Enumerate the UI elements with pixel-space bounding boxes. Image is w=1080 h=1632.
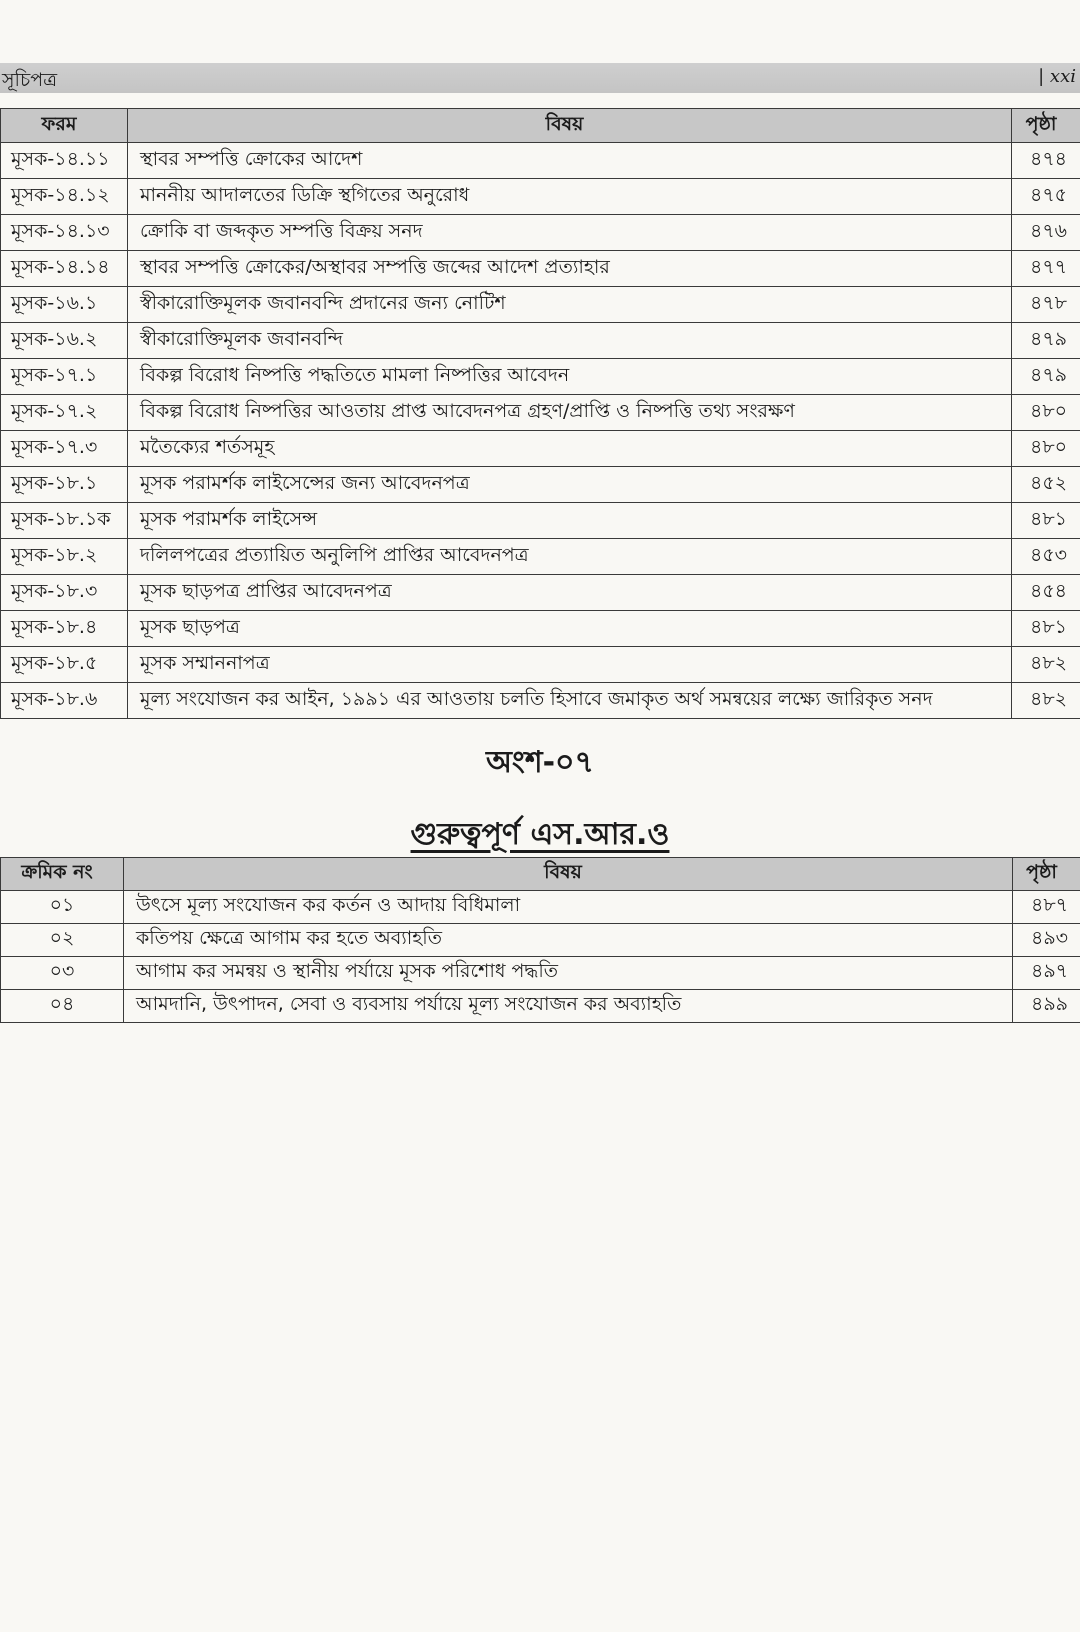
form-number-cell: মূসক-১৪.১২ <box>1 179 128 215</box>
page-cell: ৪৭৮ <box>1012 287 1080 323</box>
table-row <box>1 575 1080 611</box>
subject-cell: মতৈক্যের শর্তসমূহ <box>128 431 1012 467</box>
part-heading: অংশ-০৭ <box>485 745 595 780</box>
subject-cell: মাননীয় আদালতের ডিক্রি স্থগিতের অনুরোধ <box>128 179 1012 215</box>
form-number-cell: মূসক-১৮.১ <box>1 467 128 503</box>
page-cell: ৪৭৫ <box>1012 179 1080 215</box>
subject-cell: মূসক সম্মাননাপত্র <box>128 647 1012 683</box>
subject-cell: বিকল্প বিরোধ নিষ্পত্তির আওতায় প্রাপ্ত আবেদনপত্র গ্রহণ/প্রাপ্তি ও নিষ্পত্তি তথ্য সংরক্ষণ <box>128 395 1012 431</box>
table-row <box>1 924 1080 957</box>
table-row <box>1 395 1080 431</box>
subject-cell: দলিলপত্রের প্রত্যায়িত অনুলিপি প্রাপ্তির আবেদনপত্র <box>128 539 1012 575</box>
serial-cell: ০১ <box>1 891 124 924</box>
form-number-cell: মূসক-১৬.২ <box>1 323 128 359</box>
table-row <box>1 611 1080 647</box>
subject-cell: মূল্য সংযোজন কর আইন, ১৯৯১ এর আওতায় চলতি হিসাবে জমাকৃত অর্থ সমন্বয়ের লক্ষ্যে জারিকৃত সনদ <box>128 683 1012 719</box>
subject-cell: উৎসে মূল্য সংযোজন কর কর্তন ও আদায় বিধিমালা <box>124 891 1013 924</box>
page-cell: ৪৮১ <box>1012 611 1080 647</box>
table-row <box>1 683 1080 719</box>
subject-cell: স্থাবর সম্পত্তি ক্রোকের আদেশ <box>128 143 1012 179</box>
table-row <box>1 323 1080 359</box>
subject-cell: স্বীকারোক্তিমূলক জবানবন্দি <box>128 323 1012 359</box>
table-row <box>1 215 1080 251</box>
form-number-cell: মূসক-১৪.১৩ <box>1 215 128 251</box>
form-number-cell: মূসক-১৪.১৪ <box>1 251 128 287</box>
sro-heading <box>0 810 1080 861</box>
form-number-cell: মূসক-১৮.৬ <box>1 683 128 719</box>
page-cell: ৪৫৩ <box>1012 539 1080 575</box>
form-number-cell: মূসক-১৮.৩ <box>1 575 128 611</box>
page-cell: ৪৯৩ <box>1013 924 1080 957</box>
column-header-subject: বিষয় <box>124 858 1013 891</box>
page-cell: ৪৮২ <box>1012 647 1080 683</box>
form-number-cell: মূসক-১৪.১১ <box>1 143 128 179</box>
table-row <box>1 990 1080 1023</box>
table-row <box>1 647 1080 683</box>
table-row <box>1 503 1080 539</box>
column-header-form: ফরম <box>1 109 128 143</box>
column-header-serial: ক্রমিক নং <box>1 858 124 891</box>
column-header-subject: বিষয় <box>128 109 1012 143</box>
table-row <box>1 143 1080 179</box>
table-row <box>1 179 1080 215</box>
form-number-cell: মূসক-১৭.২ <box>1 395 128 431</box>
table-row <box>1 467 1080 503</box>
subject-cell: মূসক পরামর্শক লাইসেন্সের জন্য আবেদনপত্র <box>128 467 1012 503</box>
serial-cell: ০৪ <box>1 990 124 1023</box>
page-cell: ৪৮১ <box>1012 503 1080 539</box>
page-cell: ৪৭৬ <box>1012 215 1080 251</box>
form-number-cell: মূসক-১৮.৪ <box>1 611 128 647</box>
page-number: | xxi <box>1038 66 1076 87</box>
page-cell: ৪৮৭ <box>1013 891 1080 924</box>
serial-cell: ০৩ <box>1 957 124 990</box>
subject-cell: মূসক ছাড়পত্র <box>128 611 1012 647</box>
running-header-title: সূচিপত্র <box>2 69 58 91</box>
page-cell: ৪৭৯ <box>1012 359 1080 395</box>
subject-cell: ক্রোকি বা জব্দকৃত সম্পত্তি বিক্রয় সনদ <box>128 215 1012 251</box>
table-row <box>1 251 1080 287</box>
sro-index-table <box>0 857 1080 1023</box>
form-number-cell: মূসক-১৮.৫ <box>1 647 128 683</box>
form-number-cell: মূসক-১৮.২ <box>1 539 128 575</box>
form-number-cell: মূসক-১৮.১ক <box>1 503 128 539</box>
page-cell: ৪৭৪ <box>1012 143 1080 179</box>
table-row <box>1 287 1080 323</box>
page-cell: ৪৮২ <box>1012 683 1080 719</box>
column-header-page: পৃষ্ঠা <box>1012 109 1080 143</box>
subject-cell: স্থাবর সম্পত্তি ক্রোকের/অস্থাবর সম্পত্তি জব্দের আদেশ প্রত্যাহার <box>128 251 1012 287</box>
page-cell: ৪৭৭ <box>1012 251 1080 287</box>
table-header-row <box>1 858 1080 891</box>
table-header-row <box>1 109 1080 143</box>
page-cell: ৪৭৯ <box>1012 323 1080 359</box>
page-cell: ৪৫২ <box>1012 467 1080 503</box>
page-cell: ৪৮০ <box>1012 431 1080 467</box>
page-cell: ৪৫৪ <box>1012 575 1080 611</box>
page-cell: ৪৮০ <box>1012 395 1080 431</box>
table-row <box>1 539 1080 575</box>
subject-cell: মূসক পরামর্শক লাইসেন্স <box>128 503 1012 539</box>
column-header-page: পৃষ্ঠা <box>1013 858 1080 891</box>
subject-cell: আগাম কর সমন্বয় ও স্থানীয় পর্যায়ে মূসক পরিশোধ পদ্ধতি <box>124 957 1013 990</box>
serial-cell: ০২ <box>1 924 124 957</box>
subject-cell: স্বীকারোক্তিমূলক জবানবন্দি প্রদানের জন্য নোটিশ <box>128 287 1012 323</box>
form-number-cell: মূসক-১৭.৩ <box>1 431 128 467</box>
form-number-cell: মূসক-১৭.১ <box>1 359 128 395</box>
subject-cell: মূসক ছাড়পত্র প্রাপ্তির আবেদনপত্র <box>128 575 1012 611</box>
page-cell: ৪৯৭ <box>1013 957 1080 990</box>
table-row <box>1 891 1080 924</box>
running-header <box>0 63 1080 93</box>
table-row <box>1 431 1080 467</box>
page-cell: ৪৯৯ <box>1013 990 1080 1023</box>
table-row <box>1 359 1080 395</box>
subject-cell: কতিপয় ক্ষেত্রে আগাম কর হতে অব্যাহতি <box>124 924 1013 957</box>
subject-cell: আমদানি, উৎপাদন, সেবা ও ব্যবসায় পর্যায়ে মূল্য সংযোজন কর অব্যাহতি <box>124 990 1013 1023</box>
subject-cell: বিকল্প বিরোধ নিষ্পত্তি পদ্ধতিতে মামলা নিষ্পত্তির আবেদন <box>128 359 1012 395</box>
sro-heading-text: গুরুত্বপূর্ণ এস.আর.ও <box>410 817 670 852</box>
forms-index-table <box>0 108 1080 719</box>
form-number-cell: মূসক-১৬.১ <box>1 287 128 323</box>
table-row <box>1 957 1080 990</box>
